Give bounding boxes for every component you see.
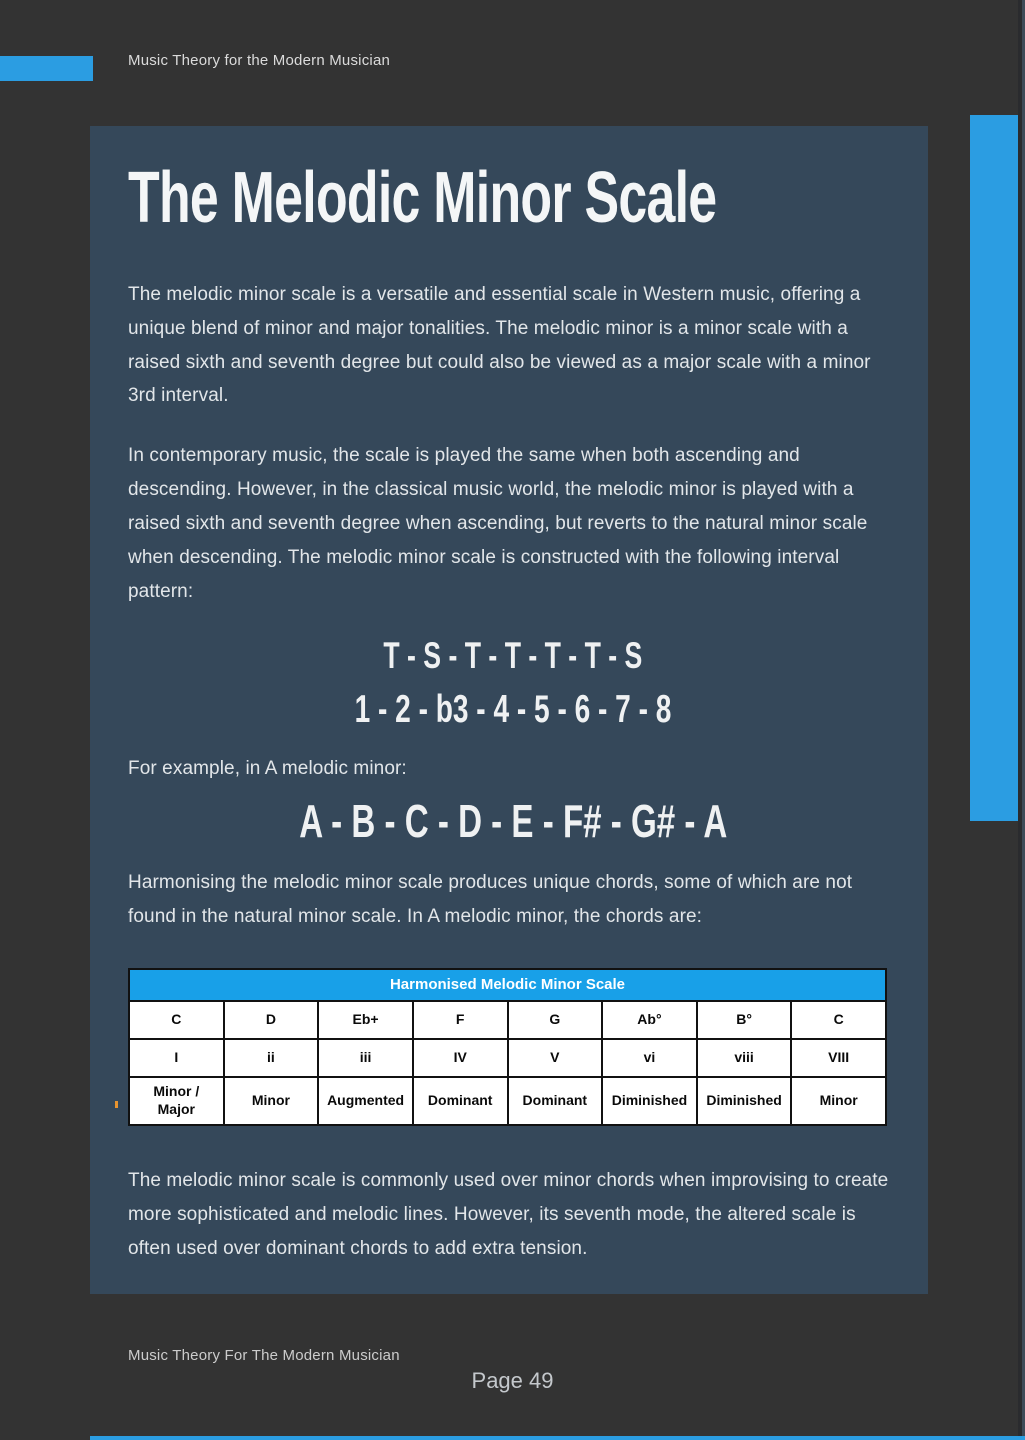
table-cell-quality: Diminished [603,1078,696,1124]
table-cell-chord: F [414,1002,507,1038]
table-cell-degree: IV [414,1040,507,1076]
table-cell-quality: Minor [792,1078,885,1124]
degree-pattern [128,689,898,732]
example-intro: For example, in A melodic minor: [128,757,407,779]
table-cell-chord: B° [698,1002,791,1038]
table-cell-chord: G [509,1002,602,1038]
note-sequence-text: A - B - C - D - E - F# - G# - A [298,794,728,847]
bottom-accent-bar [90,1436,1025,1440]
page-title-text: The Melodic Minor Scale [128,158,717,238]
table-cell-degree: I [130,1040,223,1076]
paragraph-intro: The melodic minor scale is a versatile and essential scale in Western music, offering a unique blend of minor and major tonalities. The melodic minor is a minor scale with a raised sixth and seventh degree but could also be viewed as a major scale with a minor 3rd interval. [128,284,871,407]
degree-pattern-text: 1 - 2 - b3 - 4 - 5 - 6 - 7 - 8 [354,688,672,731]
table-cell-quality: Minor [225,1078,318,1124]
table-cell-quality: Minor / Major [130,1078,223,1124]
table-cell-chord: D [225,1002,318,1038]
table-cell-degree: VIII [792,1040,885,1076]
paragraph-usage: The melodic minor scale is commonly used over minor chords when improvising to create more sophisticated and melodic lines. However, its seventh mode, the altered scale is often used over dominant chords to add extra tension. [128,1169,889,1259]
table-cell-quality: Diminished [698,1078,791,1124]
top-accent-bar [0,56,93,81]
table-cell-chord: C [130,1002,223,1038]
note-sequence [128,796,898,847]
paragraph-classical: In contemporary music, the scale is played the same when both ascending and descending. However, in the classical music world, the melodic minor is played with a raised sixth and seventh degree when ascending, but reverts to the natural minor scale when descending. The melodic minor scale is constructed with the following interval pattern: [128,445,868,602]
header-brand: Music Theory for the Modern Musician [128,52,391,69]
interval-pattern-text: T - S - T - T - T - T - S [383,635,643,677]
page-number: Page 49 [471,1368,554,1393]
table-cell-chord: C [792,1002,885,1038]
table-cell-chord: Eb+ [319,1002,412,1038]
table-title: Harmonised Melodic Minor Scale [130,970,885,1000]
content-card [90,126,928,1294]
table-cell-degree: iii [319,1040,412,1076]
table-cell-degree: V [509,1040,602,1076]
table-cell-quality: Dominant [414,1078,507,1124]
paragraph-harmonising: Harmonising the melodic minor scale produces unique chords, some of which are not found in the natural minor scale. In A melodic minor, the chords are: [128,872,853,928]
page-title [128,158,898,238]
harmonised-scale-table [128,968,887,1126]
table-cell-degree: vi [603,1040,696,1076]
cursor-artifact [115,1101,118,1108]
right-accent-bar [970,115,1018,821]
table-cell-quality: Dominant [509,1078,602,1124]
table-cell-degree: ii [225,1040,318,1076]
table-cell-quality: Augmented [319,1078,412,1124]
interval-pattern [128,636,898,677]
table-cell-degree: viii [698,1040,791,1076]
footer-brand: Music Theory For The Modern Musician [128,1347,400,1364]
table-cell-chord: Ab° [603,1002,696,1038]
